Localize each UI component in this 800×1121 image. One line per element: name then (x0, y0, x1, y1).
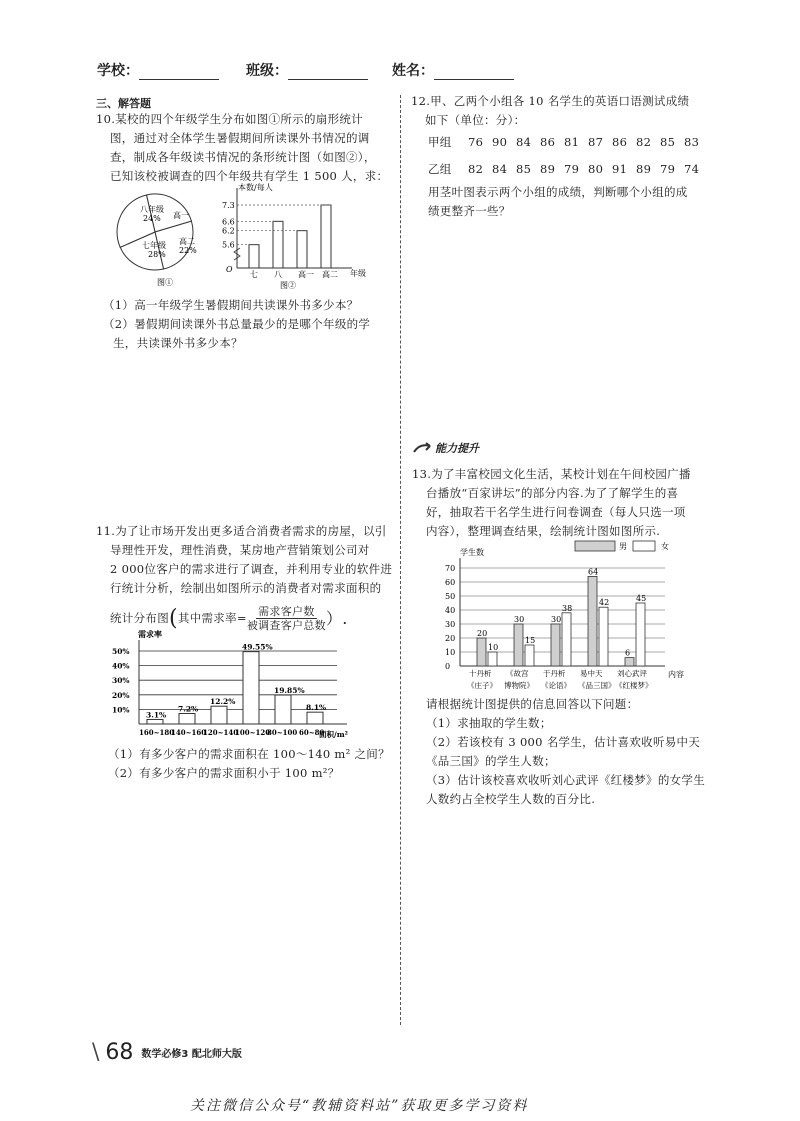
q13-bar-male (588, 576, 597, 666)
footer-slash-icon: \ (92, 1040, 100, 1065)
q13-line: 好，抽取若干名学生进行问卷调查（每人只选一项 (426, 505, 686, 519)
score-b: 74 (684, 162, 700, 176)
q11-bar-label: 12.2% (210, 697, 236, 707)
bar-tick: 7.3 (222, 201, 235, 210)
score-b: 80 (588, 162, 604, 176)
group-b-row (428, 160, 718, 179)
q11-bar (211, 706, 227, 724)
q11-bar-label: 19.85% (274, 686, 305, 696)
axis-break-icon (234, 248, 240, 260)
score-a: 83 (684, 135, 700, 149)
arrow-icon (412, 442, 432, 454)
q11-xtick: 80~100 (267, 728, 298, 737)
q12-qline: 绩更整齐一些？ (428, 204, 511, 218)
score-b: 85 (516, 162, 532, 176)
q11-subquestions (108, 745, 408, 783)
q13-male-value: 30 (514, 615, 525, 624)
pie-label-g1: 高一 (173, 211, 189, 220)
q11-bar-label: 7.2% (178, 704, 199, 714)
q13-bar-female (599, 607, 608, 666)
pie-label-8: 八年级 (140, 205, 164, 214)
legend-female-label: 女 (661, 542, 669, 551)
score-a: 76 (468, 135, 484, 149)
q10-sub2: （2）暑假期间读课外书总量最少的是哪个年级的学 (103, 317, 371, 331)
q13-line: 内容），整理调查结果，绘制统计图如图所示. (426, 524, 661, 538)
q10-sub1: （1）高一年级学生暑假期间共读课外书多少本？ (103, 298, 359, 312)
q13-line: 13.为了丰富校园文化生活，某校计划在午间校园广播 (412, 467, 691, 481)
bar-tick: 6.6 (222, 217, 235, 227)
q13-male-value: 20 (477, 629, 488, 638)
q11-ytick: 10% (112, 705, 130, 715)
bar-category: 高二 (322, 270, 338, 279)
score-a: 85 (660, 135, 676, 149)
pie-pct-g2: 22% (179, 246, 197, 255)
q13-bar-female (525, 645, 534, 666)
name-blank (434, 65, 514, 80)
q11-xtick: 120~140 (203, 728, 239, 737)
formula-lead: 其中需求率= (177, 611, 247, 625)
bar (273, 221, 283, 268)
q10-pie-chart (105, 192, 215, 292)
q13-xtick-bottom: 博物院》 (504, 681, 534, 690)
class-blank (288, 65, 368, 80)
q11-line: 2 000位客户的需求进行了调查，并利用专业的软件进 (110, 562, 393, 576)
wechat-note: 关注微信公众号“教辅资料站”获取更多学习资料 (190, 1098, 529, 1114)
q11-bar-label: 8.1% (306, 703, 327, 713)
q13-xtick-bottom: 《论语》 (541, 681, 571, 690)
score-a: 86 (612, 135, 628, 149)
q13-male-value: 6 (625, 648, 631, 658)
formula-denominator: 被调查客户总数 (246, 619, 326, 632)
q11-bars (139, 643, 326, 737)
q13-after (412, 695, 722, 809)
q11-bar (179, 713, 195, 724)
bar-ylabel: 本数/每人 (238, 183, 273, 192)
q13-after-line: （1）求抽取的学生数； (426, 716, 552, 730)
q13-line: 台播放“百家讲坛”的部分内容.为了了解学生的喜 (426, 486, 679, 500)
q13-text (412, 465, 722, 541)
page-number: 68 (105, 1040, 134, 1065)
column-divider (400, 95, 401, 1025)
formula-end: ）. (325, 609, 348, 628)
q10-line: 已知该校被调查的四个年级共有学生 1 500 人，求： (110, 169, 389, 183)
pie-label-g2: 高二 (179, 237, 195, 246)
q13-after-line: （2）若该校有 3 000 名学生，估计喜欢收听易中天 (426, 735, 701, 749)
q10-sub2-cont: 生，共读课外书多少本？ (113, 336, 243, 350)
q11-bar (147, 719, 163, 724)
bar-tick: 5.6 (222, 240, 235, 250)
school-label: 学校： (97, 63, 139, 79)
pie-label-7: 七年级 (142, 241, 166, 250)
q13-bar-male (625, 658, 634, 666)
q13-bar-female (636, 603, 645, 666)
bar-tick: 6.2 (222, 226, 235, 236)
group-a-row (428, 133, 718, 152)
q10-line: 查，制成各年级读书情况的条形统计图（如图②）， (110, 150, 376, 164)
q11-ytick: 40% (112, 661, 130, 671)
q13-xtick-bottom: 《品三国》 (578, 681, 616, 690)
q13-ytick: 50 (445, 592, 456, 601)
score-b: 89 (540, 162, 556, 176)
q13-bars (467, 567, 653, 690)
q13-bar-male (551, 624, 560, 666)
bar-category: 七 (250, 270, 258, 279)
q13-male-value: 30 (551, 615, 562, 624)
q12-group-a (428, 133, 718, 152)
school-blank (139, 65, 219, 80)
q11-xtick: 160~180 (139, 728, 175, 737)
score-b: 84 (492, 162, 508, 176)
footer (92, 1040, 242, 1065)
q12-question (428, 183, 728, 221)
bar (321, 205, 331, 268)
q13-female-value: 45 (636, 594, 647, 603)
formula-numerator: 需求客户数 (258, 605, 315, 618)
q11-line: 11.为了让市场开发出更多适合消费者需求的房屋，以引 (96, 524, 387, 538)
q13-female-value: 42 (599, 598, 610, 608)
q13-bar-male (514, 624, 523, 666)
pie-pct-8: 24% (143, 214, 161, 223)
score-b: 82 (468, 162, 484, 176)
q10-subquestions (103, 296, 403, 353)
score-b: 91 (612, 162, 628, 176)
q13-female-value: 15 (525, 636, 536, 645)
q13-after-line: 《品三国》的学生人数； (426, 754, 556, 768)
bar-category: 八 (274, 270, 282, 279)
bar (297, 231, 307, 268)
q13-chart (425, 538, 700, 696)
q11-bar-label: 3.1% (146, 710, 167, 720)
score-b: 89 (636, 162, 652, 176)
q13-after-line: 人数约占全校学生人数的百分比. (426, 792, 596, 806)
group-a-label: 甲组 (428, 135, 452, 149)
q11-xlabel: 面积/m² (319, 730, 348, 739)
q11-bar (307, 712, 323, 724)
school-field (97, 60, 219, 80)
q12-qline: 用茎叶图表示两个小组的成绩，判断哪个小组的成 (428, 185, 688, 199)
pie-caption: 图① (157, 278, 173, 287)
bar (249, 245, 259, 268)
ability-title: 能力提升 (435, 442, 479, 455)
q11-text (96, 522, 396, 598)
q13-xtick-top: 《故宫 (506, 669, 529, 678)
q11-chart (112, 628, 382, 743)
q13-bar-female (562, 613, 571, 666)
q13-ytick: 20 (445, 634, 456, 643)
bar-category: 高一 (298, 270, 314, 279)
q13-ytick: 60 (445, 578, 456, 587)
q11-ytick: 20% (112, 690, 130, 700)
book-title: 数学必修3 配北师大版 (141, 1049, 242, 1060)
q11-ylabel: 需求率 (138, 629, 162, 639)
q13-xtick-bottom: 《庄子》 (467, 681, 497, 690)
legend-female-swatch (633, 541, 655, 551)
q13-after-line: （3）估计该校喜欢收听刘心武评《红楼梦》的女学生 (426, 773, 706, 787)
q13-xtick-bottom: 《红楼梦》 (615, 681, 653, 690)
q11-xtick: 140~160 (171, 728, 207, 737)
q13-bar-female (488, 652, 497, 666)
q11-bar-label: 49.55% (242, 642, 273, 652)
formula-prefix: 统计分布图 (110, 611, 169, 625)
q12-line: 12.甲、乙两个小组各 10 名学生的英语口语测试成绩 (411, 94, 690, 108)
score-b: 79 (660, 162, 676, 176)
q11-ytick: 50% (112, 647, 130, 656)
score-b: 79 (564, 162, 580, 176)
q13-ytick: 40 (445, 606, 456, 615)
score-a: 82 (636, 135, 652, 149)
q13-male-value: 64 (588, 567, 599, 577)
legend-male-swatch (575, 541, 615, 551)
q12-line: 如下（单位：分）： (425, 113, 526, 127)
section-title: 三、解答题 (96, 97, 151, 110)
q11-line: 导理性开发，理性消费，某房地产营销策划公司对 (110, 543, 370, 557)
q10-bar-chart (222, 180, 382, 295)
bar-xlabel: 年级 (350, 269, 366, 278)
q13-xtick-top: 于丹析 (543, 669, 566, 678)
q10-text (96, 110, 396, 186)
score-a: 84 (516, 135, 532, 149)
class-label: 班级： (246, 63, 288, 79)
q13-ylabel: 学生数 (460, 548, 484, 557)
score-a: 86 (540, 135, 556, 149)
q13-ytick: 70 (445, 564, 456, 573)
ability-heading (412, 440, 479, 456)
q11-sub1: （1）有多少客户的需求面积在 100～140 m² 之间？ (108, 747, 390, 761)
q13-xtick-top: 刘心武评 (617, 669, 647, 678)
formula-paren: ( (169, 606, 178, 631)
q10-line: 图，通过对全体学生暑假期间所读课外书情况的调 (110, 131, 370, 145)
q13-xtick-top: 易中天 (580, 669, 603, 678)
pie-pct-7: 28% (148, 250, 166, 259)
q13-xtick-top: 十丹析 (469, 669, 492, 678)
group-b-label: 乙组 (428, 162, 452, 176)
q11-bar (275, 695, 291, 724)
q11-bar (243, 652, 259, 724)
q13-ytick: 30 (445, 620, 456, 629)
q11-xtick: 60~80 (299, 728, 325, 737)
origin-label: O (226, 265, 233, 274)
legend-male-label: 男 (619, 542, 627, 551)
name-label: 姓名： (392, 63, 434, 79)
q10-bars (222, 201, 338, 279)
q11-sub2: （2）有多少客户的需求面积小于 100 m²？ (108, 766, 340, 780)
score-a: 87 (588, 135, 604, 149)
q13-xlabel: 内容 (668, 670, 684, 679)
q13-female-value: 10 (488, 643, 499, 652)
q11-ytick: 30% (112, 676, 130, 686)
q10-line: 10.某校的四个年级学生分布如图①所示的扇形统计 (96, 112, 363, 126)
score-a: 81 (564, 135, 580, 149)
q12-text (411, 92, 711, 130)
q11-xtick: 100~120 (235, 728, 271, 737)
q13-ytick: 0 (445, 662, 451, 671)
q12-group-b (428, 160, 718, 179)
q11-line: 行统计分析，绘制出如图所示的消费者对需求面积的 (110, 581, 382, 595)
bar-caption: 图② (280, 281, 296, 290)
q13-after-line: 请根据统计图提供的信息回答以下问题： (426, 697, 639, 711)
name-field (392, 60, 514, 80)
q13-bar-male (477, 638, 486, 666)
score-a: 90 (492, 135, 508, 149)
q13-ytick: 10 (445, 648, 456, 657)
q13-female-value: 38 (562, 603, 573, 613)
class-field (246, 60, 368, 80)
